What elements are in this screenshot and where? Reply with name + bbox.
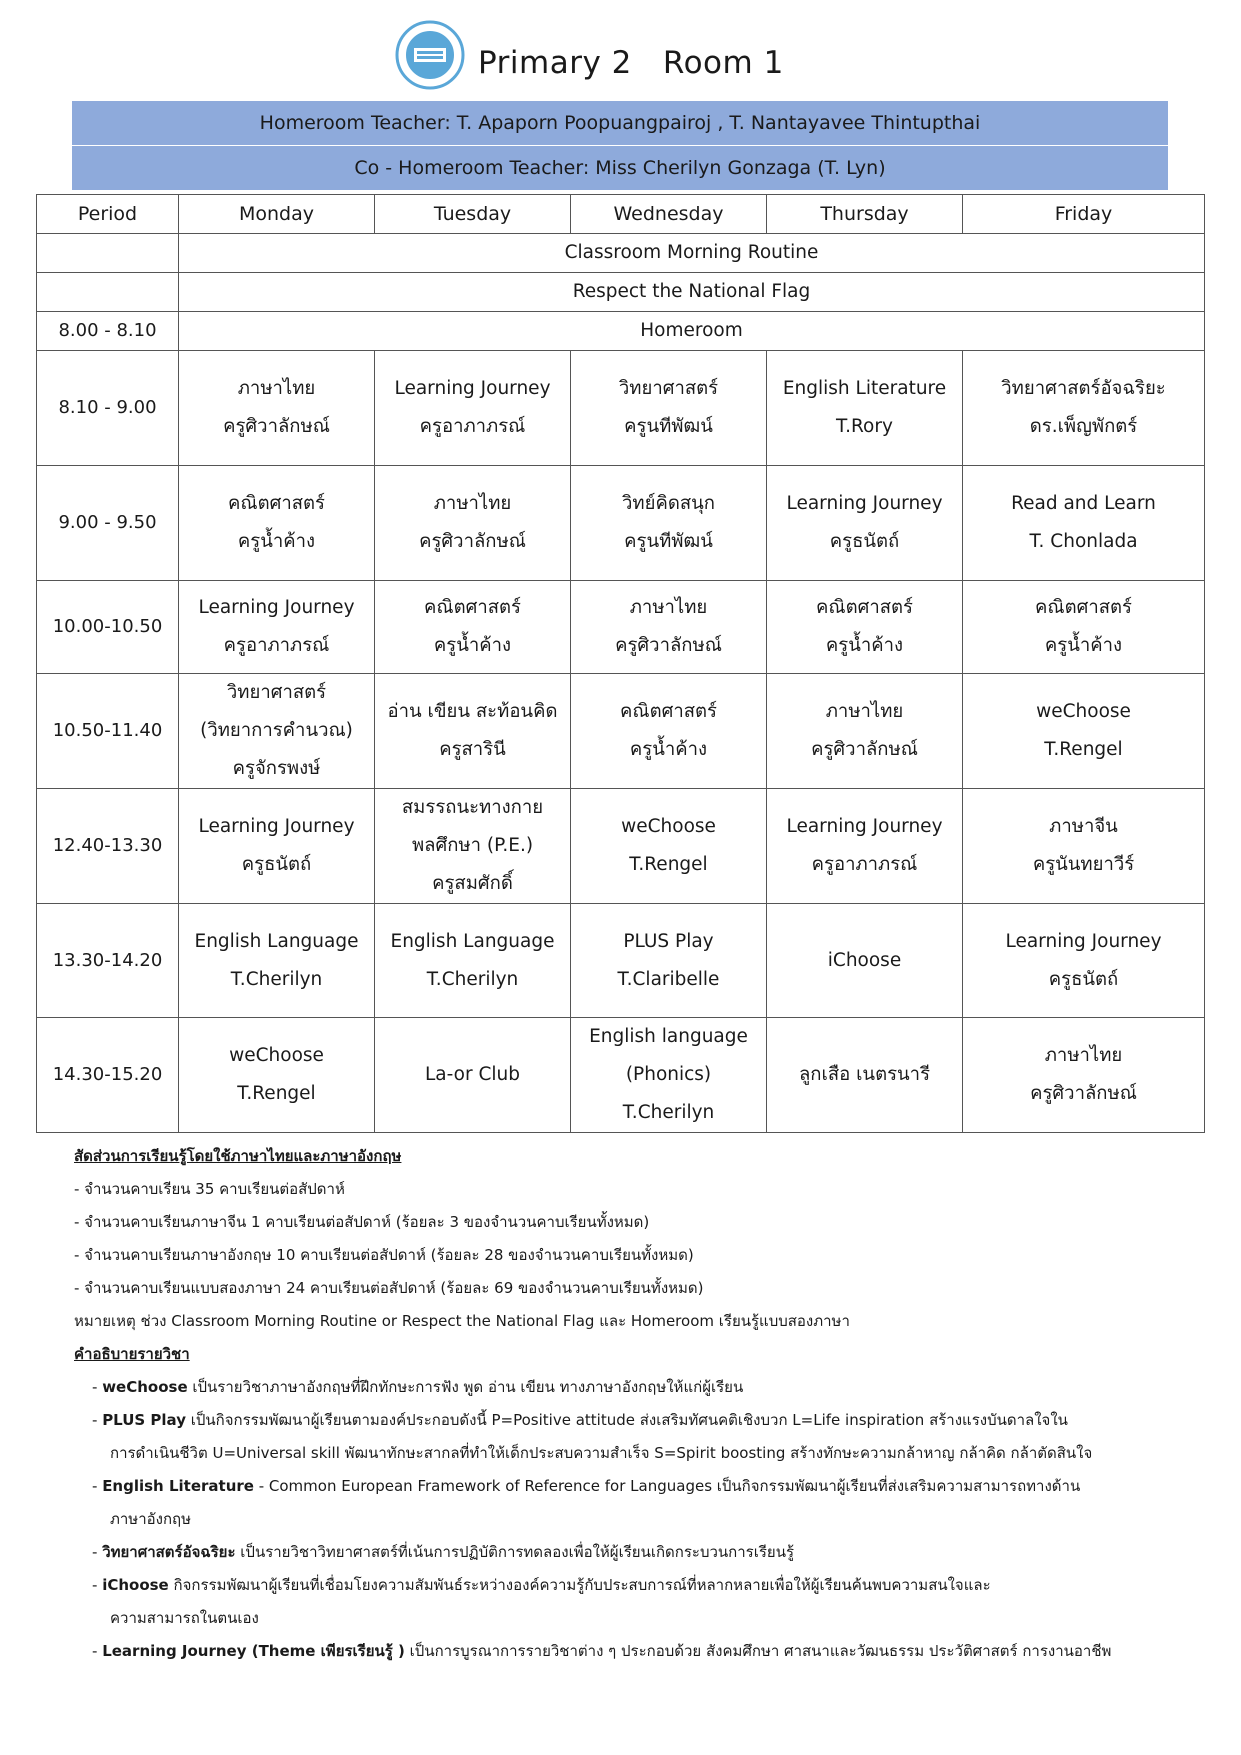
description-text: เป็นรายวิชาภาษาอังกฤษที่ฝึกทักษะการฟัง พูด อ่าน เขียน ทางภาษาอังกฤษให้แก่ผู้เรียน [187, 1378, 744, 1396]
class-cell-line: (วิทยาการคำนวณ) [200, 720, 353, 741]
class-cell-line: ครูธนัตถ์ [829, 531, 900, 552]
class-cell [767, 466, 963, 581]
timetable-row [37, 904, 1205, 1018]
class-cell [179, 674, 375, 789]
class-cell [571, 789, 767, 904]
class-cell [571, 674, 767, 789]
description-text: เป็นรายวิชาวิทยาศาสตร์ที่เน้นการปฏิบัติการทดลองเพื่อให้ผู้เรียนเกิดกระบวนการเรียนรู้ [235, 1543, 795, 1561]
class-cell [963, 1018, 1205, 1133]
class-cell-line: วิทย์คิดสนุก [622, 493, 715, 514]
class-cell [963, 674, 1205, 789]
class-cell-line: Learning Journey [394, 378, 551, 399]
description-text: เป็นกิจกรรมพัฒนาผู้เรียนตามองค์ประกอบดังนี้ P=Positive attitude ส่งเสริมทัศนคติเชิงบวก L=Life inspiration สร้างแรงบันดาลใจใน [185, 1411, 1068, 1429]
class-cell-line: ครูสมศักดิ์ [432, 873, 513, 894]
span-row [37, 234, 1205, 273]
class-cell-line: ครูอาภาภรณ์ [419, 416, 526, 437]
class-cell-line: Learning Journey [198, 816, 355, 837]
class-cell-line: พลศึกษา (P.E.) [411, 835, 534, 856]
period-cell: 14.30-15.20 [37, 1018, 179, 1133]
class-cell-line: English language [589, 1026, 748, 1047]
description-continuation: ภาษาอังกฤษ [110, 1510, 192, 1528]
description-item: - weChoose เป็นรายวิชาภาษาอังกฤษที่ฝึกทักษะการฟัง พูด อ่าน เขียน ทางภาษาอังกฤษให้แก่ผู้เรียน [92, 1378, 744, 1396]
ratio-item: - จำนวนคาบเรียนภาษาจีน 1 คาบเรียนต่อสัปดาห์ (ร้อยละ 3 ของจำนวนคาบเรียนทั้งหมด) [74, 1213, 650, 1231]
class-cell [571, 351, 767, 466]
class-cell-line: ภาษาจีน [1049, 816, 1118, 837]
header-period: Period [37, 195, 179, 234]
class-cell [767, 904, 963, 1018]
class-cell-line: ครูธนัตถ์ [1048, 968, 1119, 990]
class-cell-line: Learning Journey [786, 816, 943, 837]
class-cell-line: T.Cherilyn [426, 968, 519, 990]
class-cell-line: ภาษาไทย [433, 493, 512, 514]
class-cell [767, 674, 963, 789]
class-cell [963, 789, 1205, 904]
class-cell-line: Learning Journey [786, 493, 943, 514]
class-cell-line: Read and Learn [1011, 493, 1156, 514]
class-cell-line: T.Rory [836, 416, 893, 437]
class-cell-line: ครูนันทยาวีร์ [1032, 854, 1135, 875]
class-cell-line: คณิตศาสตร์ [1035, 597, 1132, 618]
description-term: weChoose [102, 1378, 188, 1396]
class-cell-line: T.Rengel [1044, 739, 1123, 760]
header-wednesday: Wednesday [571, 195, 767, 234]
description-item: - PLUS Play เป็นกิจกรรมพัฒนาผู้เรียนตามองค์ประกอบดังนี้ P=Positive attitude ส่งเสริมทัศนคติเชิงบวก L=Life inspiration สร้างแรงบันดาลใจใน [92, 1411, 1068, 1429]
notes-section [74, 1140, 1184, 1668]
class-cell-line: ครูศิวาลักษณ์ [1030, 1083, 1137, 1104]
description-item: - Learning Journey (Theme เพียรเรียนรู้ ) เป็นการบูรณาการรายวิชาต่าง ๆ ประกอบด้วย สังคมศึกษา ศาสนาและวัฒนธรรม ประวัติศาสตร์ การงานอาชีพ [92, 1642, 1112, 1660]
class-cell [963, 466, 1205, 581]
span-row [37, 312, 1205, 351]
description-text: เป็นการบูรณาการรายวิชาต่าง ๆ ประกอบด้วย สังคมศึกษา ศาสนาและวัฒนธรรม ประวัติศาสตร์ การงานอาชีพ [404, 1642, 1112, 1660]
class-cell [963, 904, 1205, 1018]
class-cell [375, 904, 571, 1018]
class-cell-line: ภาษาไทย [1044, 1045, 1123, 1066]
class-cell-line: ภาษาไทย [825, 701, 904, 722]
ratio-item: - จำนวนคาบเรียนภาษาอังกฤษ 10 คาบเรียนต่อสัปดาห์ (ร้อยละ 28 ของจำนวนคาบเรียนทั้งหมด) [74, 1246, 694, 1264]
class-cell-line: iChoose [827, 949, 902, 971]
class-cell-line: English Language [390, 930, 555, 952]
class-cell-line: PLUS Play [623, 930, 714, 952]
class-cell [767, 351, 963, 466]
period-cell: 13.30-14.20 [37, 904, 179, 1018]
timetable-row [37, 1018, 1205, 1133]
class-cell [963, 351, 1205, 466]
class-cell [571, 466, 767, 581]
class-cell-line: weChoose [229, 1045, 324, 1066]
description-term: Learning Journey (Theme เพียรเรียนรู้ ) [102, 1642, 405, 1660]
class-cell-line: ครูจักรพงษ์ [232, 758, 321, 779]
description-text: กิจกรรมพัฒนาผู้เรียนที่เชื่อมโยงความสัมพันธ์ระหว่างองค์ความรู้กับประสบการณ์ที่หลากหลายเพื่อให้ผู้เรียนค้นพบความสนใจและ [168, 1576, 991, 1594]
description-item: - iChoose กิจกรรมพัฒนาผู้เรียนที่เชื่อมโยงความสัมพันธ์ระหว่างองค์ความรู้กับประสบการณ์ที่หลากหลายเพื่อให้ผู้เรียนค้นพบความสนใจและ [92, 1576, 991, 1594]
remark: หมายเหตุ ช่วง Classroom Morning Routine or Respect the National Flag และ Homeroom เรียนรู้แบบสองภาษา [74, 1312, 850, 1330]
class-cell [375, 581, 571, 674]
class-cell-line: ครูน้ำค้าง [1044, 635, 1123, 656]
description-list [74, 1371, 1184, 1668]
class-cell-line: weChoose [621, 816, 716, 837]
class-cell-line: ครูน้ำค้าง [629, 739, 708, 760]
header-monday: Monday [179, 195, 375, 234]
class-cell-line: ครูอาภาภรณ์ [811, 854, 918, 875]
class-cell [375, 1018, 571, 1133]
class-cell-line: ภาษาไทย [237, 378, 316, 399]
class-cell [571, 581, 767, 674]
period-cell: 8.00 - 8.10 [37, 312, 179, 351]
description-term: English Literature [102, 1477, 254, 1495]
class-cell-line: T.Claribelle [617, 968, 720, 990]
class-cell-line: คณิตศาสตร์ [620, 701, 717, 722]
class-cell-line: T.Rengel [237, 1083, 316, 1104]
description-term: PLUS Play [102, 1411, 186, 1429]
class-cell [767, 581, 963, 674]
class-cell-line: สมรรถนะทางกาย [401, 797, 544, 818]
class-cell-line: วิทยาศาสตร์ [618, 378, 719, 399]
co-homeroom-teacher-band: Co - Homeroom Teacher: Miss Cherilyn Gonzaga (T. Lyn) [72, 145, 1168, 190]
description-text: - Common European Framework of Reference for Languages เป็นกิจกรรมพัฒนาผู้เรียนที่ส่งเสริมความสามารถทางด้าน [253, 1477, 1081, 1495]
class-cell-line: คณิตศาสตร์ [816, 597, 913, 618]
class-cell [179, 581, 375, 674]
class-cell-line: ครูศิวาลักษณ์ [419, 531, 526, 552]
class-cell-line: วิทยาศาสตร์ [226, 682, 327, 703]
class-cell-line: ครูนทีพัฒน์ [624, 531, 713, 552]
class-cell [375, 351, 571, 466]
homeroom-teacher-band: Homeroom Teacher: T. Apaporn Poopuangpairoj , T. Nantayavee Thintupthai [72, 101, 1168, 145]
class-cell-line: Learning Journey [198, 597, 355, 618]
timetable-row [37, 674, 1205, 789]
class-cell-line: วิทยาศาสตร์อัจฉริยะ [1001, 378, 1166, 399]
description-heading: คำอธิบายรายวิชา [74, 1345, 190, 1363]
class-cell [375, 466, 571, 581]
class-cell [767, 789, 963, 904]
ratio-heading: สัดส่วนการเรียนรู้โดยใช้ภาษาไทยและภาษาอังกฤษ [74, 1147, 402, 1165]
class-cell [179, 466, 375, 581]
timetable-row [37, 351, 1205, 466]
class-cell-line: ลูกเสือ เนตรนารี [798, 1064, 931, 1085]
class-cell [375, 674, 571, 789]
class-cell-line: ครูศิวาลักษณ์ [223, 416, 330, 437]
description-continuation: การดำเนินชีวิต U=Universal skill พัฒนาทักษะสากลที่ทำให้เด็กประสบความสำเร็จ S=Spirit boosting สร้างทักษะความกล้าหาญ กล้าคิด กล้าตัดสินใจ [110, 1444, 1093, 1462]
class-cell [179, 789, 375, 904]
class-cell-line: English Language [194, 930, 359, 952]
ratio-item: - จำนวนคาบเรียนแบบสองภาษา 24 คาบเรียนต่อสัปดาห์ (ร้อยละ 69 ของจำนวนคาบเรียนทั้งหมด) [74, 1279, 704, 1297]
description-continuation: ความสามารถในตนเอง [110, 1609, 259, 1627]
class-cell-line: ครูศิวาลักษณ์ [811, 739, 918, 760]
class-cell-line: ครูนทีพัฒน์ [624, 416, 713, 437]
class-cell-line: La-or Club [425, 1064, 520, 1085]
timetable-row [37, 581, 1205, 674]
school-logo [395, 20, 465, 90]
timetable [36, 194, 1205, 1133]
timetable-row [37, 789, 1205, 904]
class-cell-line: คณิตศาสตร์ [424, 597, 521, 618]
span-activity-cell: Respect the National Flag [179, 273, 1205, 312]
class-cell-line: ครูน้ำค้าง [237, 531, 316, 552]
class-cell-line: ครูอาภาภรณ์ [223, 635, 330, 656]
class-cell-line: ครูน้ำค้าง [825, 635, 904, 656]
span-activity-cell: Classroom Morning Routine [179, 234, 1205, 273]
period-cell: 9.00 - 9.50 [37, 466, 179, 581]
class-cell-line: ดร.เพ็ญพักตร์ [1029, 416, 1138, 437]
page-title: Primary 2 Room 1 [478, 45, 784, 81]
description-term: iChoose [102, 1576, 169, 1594]
description-term: วิทยาศาสตร์อัจฉริยะ [102, 1543, 236, 1561]
class-cell [179, 1018, 375, 1133]
ratio-item: - จำนวนคาบเรียน 35 คาบเรียนต่อสัปดาห์ [74, 1180, 345, 1198]
timetable-row [37, 466, 1205, 581]
class-cell-line: T.Cherilyn [622, 1102, 715, 1123]
class-cell-line: Learning Journey [1005, 930, 1162, 952]
period-cell: 10.00-10.50 [37, 581, 179, 674]
period-cell: 8.10 - 9.00 [37, 351, 179, 466]
class-cell-line: T.Cherilyn [230, 968, 323, 990]
class-cell-line: ครูธนัตถ์ [241, 854, 312, 875]
class-cell [375, 789, 571, 904]
class-cell [767, 1018, 963, 1133]
class-cell-line: อ่าน เขียน สะท้อนคิด [387, 701, 558, 722]
period-cell [37, 273, 179, 312]
class-cell-line: ครูศิวาลักษณ์ [615, 635, 722, 656]
period-cell: 12.40-13.30 [37, 789, 179, 904]
description-item: - วิทยาศาสตร์อัจฉริยะ เป็นรายวิชาวิทยาศาสตร์ที่เน้นการปฏิบัติการทดลองเพื่อให้ผู้เรียนเกิดกระบวนการเรียนรู้ [92, 1543, 795, 1561]
class-cell-line: ครูสารินี [439, 739, 506, 760]
class-cell [571, 1018, 767, 1133]
class-cell-line: English Literature [782, 378, 947, 399]
header-thursday: Thursday [767, 195, 963, 234]
class-cell [963, 581, 1205, 674]
header-friday: Friday [963, 195, 1205, 234]
class-cell-line: T.Rengel [629, 854, 708, 875]
class-cell-line: (Phonics) [625, 1064, 712, 1085]
period-cell: 10.50-11.40 [37, 674, 179, 789]
span-activity-cell: Homeroom [179, 312, 1205, 351]
span-row [37, 273, 1205, 312]
header-tuesday: Tuesday [375, 195, 571, 234]
description-item: - English Literature - Common European Framework of Reference for Languages เป็นกิจกรรมพัฒนาผู้เรียนที่ส่งเสริมความสามารถทางด้าน [92, 1477, 1081, 1495]
timetable-header-row [37, 195, 1205, 234]
class-cell-line: ภาษาไทย [629, 597, 708, 618]
class-cell [179, 904, 375, 1018]
class-cell [571, 904, 767, 1018]
class-cell-line: ครูน้ำค้าง [433, 635, 512, 656]
class-cell [179, 351, 375, 466]
class-cell-line: คณิตศาสตร์ [228, 493, 325, 514]
class-cell-line: T. Chonlada [1029, 531, 1138, 552]
class-cell-line: weChoose [1036, 701, 1131, 722]
period-cell [37, 234, 179, 273]
